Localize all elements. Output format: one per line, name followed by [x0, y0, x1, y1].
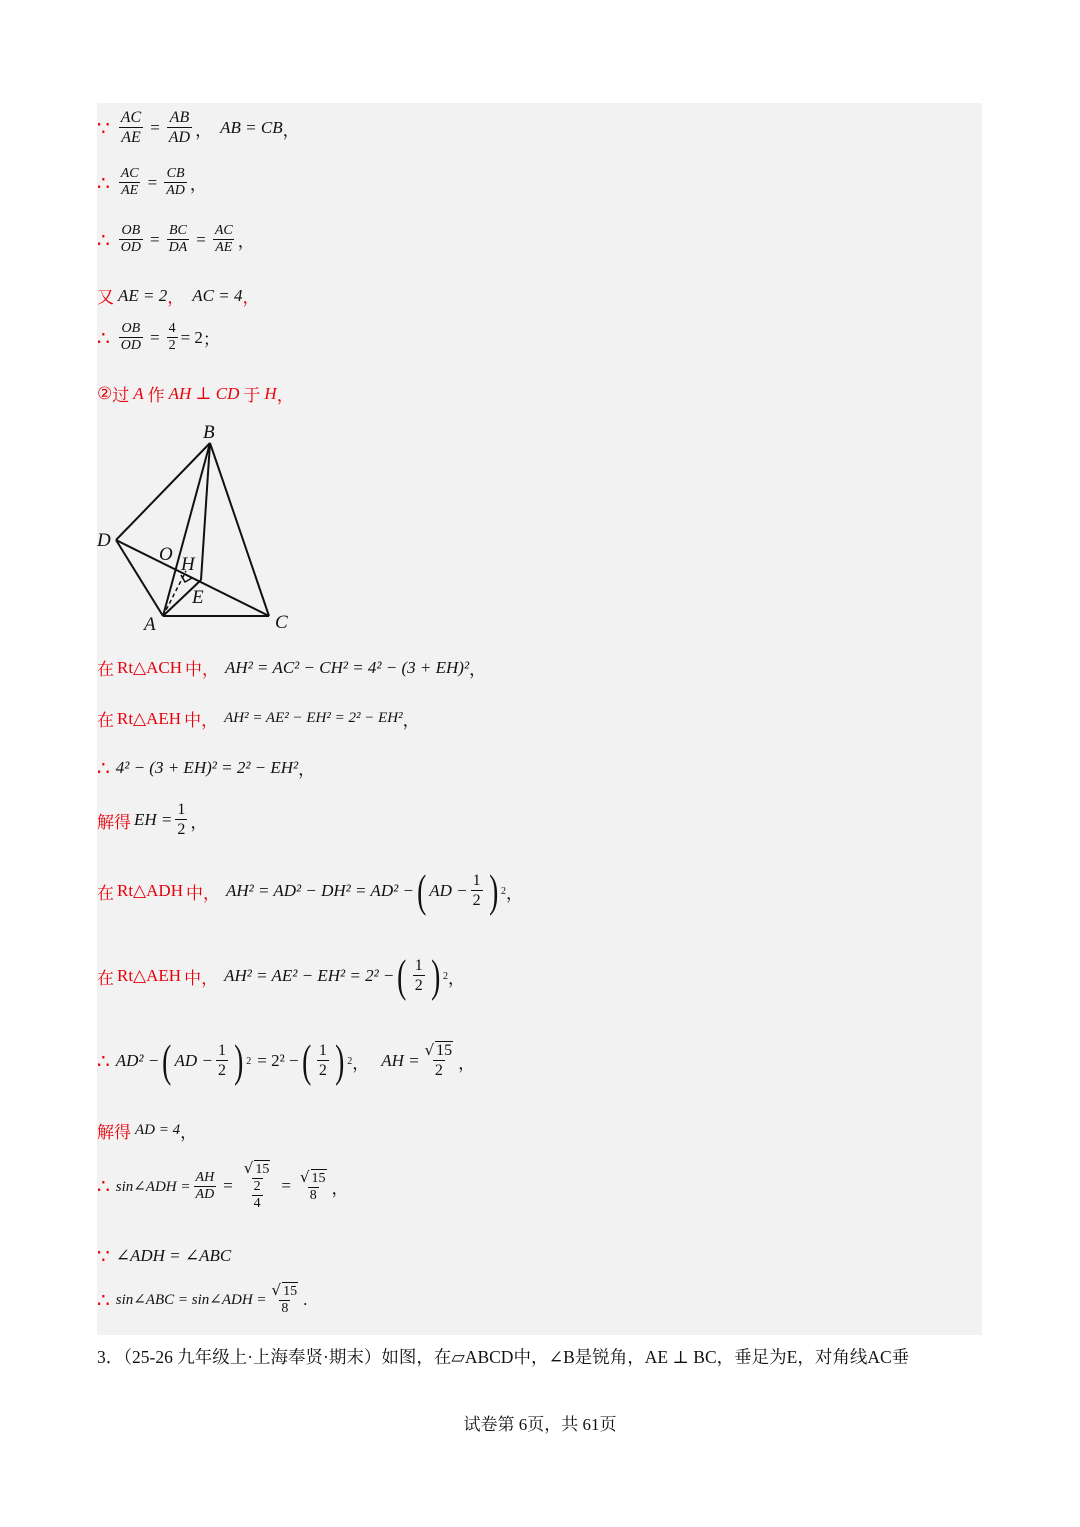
solution-line-17: ∴ sin∠ABC = sin∠ADH = $\frac{√ 15}{8}$ .	[97, 1281, 308, 1316]
equation: 4² − (3 + EH)² = 2² − EH²	[115, 757, 299, 777]
fraction: $\frac{AC}{AE}$	[120, 109, 142, 146]
fraction: $\frac{CB}{AD}$	[166, 166, 185, 198]
question-source: （25-26 九年级上·上海奉贤·期末）	[123, 1347, 382, 1367]
solution-line-7: 在 Rt△ACH 中， AH² = AC² − CH² = 4² − (3 + EH)² ，	[97, 657, 487, 679]
equation: AH² = AC² − CH² = 4² − (3 + EH)²	[225, 657, 470, 677]
label-o: O	[159, 544, 173, 565]
therefore-symbol: ∴	[97, 755, 110, 780]
fraction: $\frac{AH}{AD}$	[195, 1169, 215, 1202]
solution-line-13: ∴ AD² − ( AD − $\frac{1}{2}$ ) 2 = 2² − ( $\frac{1}{2}$ ) 2 ， AH = $\frac{√ 15}{2}$ ，	[97, 1035, 476, 1086]
solution-block	[97, 103, 982, 1335]
solution-line-1: ∵ $\frac{AC}{AE}$ = $\frac{AB}{AD}$ ， AB = CB ，	[97, 109, 300, 146]
therefore-symbol: ∴	[97, 1174, 110, 1198]
because-symbol: ∵	[97, 116, 110, 140]
equation: AB = CB	[220, 118, 283, 137]
fraction: $\frac{1}{2}$	[414, 957, 423, 994]
page-footer: 试卷第 6页，共 61页	[463, 1415, 617, 1434]
therefore-symbol: ∴	[97, 1287, 110, 1312]
fraction: $\frac{OB}{OD}$	[120, 223, 141, 255]
label-d: D	[97, 530, 111, 551]
solution-line-16	[97, 1244, 231, 1268]
fraction: $\frac{√ 15}{8}$	[299, 1167, 326, 1203]
geometry-figure	[97, 418, 337, 638]
nested-fraction: $\frac{\frac{√ 15}{2}}{4}$	[243, 1159, 270, 1211]
label-b: B	[203, 422, 215, 443]
label-c: C	[275, 612, 288, 633]
solution-line-4: 又 AE = 2 ， AC = 4 ，	[97, 285, 260, 307]
solution-line-6: ② 过 A 作 AH ⊥ CD 于 H ，	[97, 383, 294, 405]
fraction: $\frac{1}{2}$	[177, 801, 186, 838]
fraction: $\frac{√ 15}{8}$	[271, 1281, 298, 1316]
fraction: $\frac{√ 15}{2}$	[424, 1041, 453, 1079]
fraction: $\frac{OB}{OD}$	[120, 321, 141, 353]
equation: ∠ADH = ∠ABC	[115, 1246, 232, 1265]
fraction: $\frac{1}{2}$	[318, 1042, 327, 1079]
label-h: H	[181, 554, 195, 575]
fraction: $\frac{AB}{AD}$	[168, 109, 191, 146]
label-e: E	[192, 587, 204, 608]
question-number: 3．	[97, 1347, 124, 1367]
therefore-symbol: ∴	[97, 325, 110, 350]
solution-line-8: 在 Rt△AEH 中， AH² = AE² − EH² = 2² − EH² ，	[97, 708, 420, 730]
solution-line-3: ∴ $\frac{OB}{OD}$ = $\frac{BC}{DA}$ = $\frac{AC}{AE}$ ，	[97, 223, 255, 255]
solution-line-14: 解得 AD = 4 ，	[97, 1122, 198, 1142]
label-a: A	[144, 614, 156, 635]
equation: AH² = AE² − EH² = 2² − EH²	[224, 710, 403, 726]
edge-be	[201, 443, 210, 580]
solution-line-11: 在 Rt△ADH 中， AH² = AD² − DH² = AD² − ( AD − $\frac{1}{2}$ ) 2 ，	[97, 865, 523, 916]
because-symbol: ∵	[97, 1244, 110, 1268]
fraction: $\frac{1}{2}$	[472, 872, 481, 909]
solution-line-5: ∴ $\frac{OB}{OD}$ = $\frac{4}{2}$ = 2 ；	[97, 321, 220, 353]
fraction: $\frac{AC}{AE}$	[120, 166, 139, 198]
fraction: $\frac{4}{2}$	[168, 321, 176, 353]
therefore-symbol: ∴	[97, 1049, 110, 1073]
fraction: $\frac{BC}{DA}$	[168, 223, 188, 255]
fraction: $\frac{1}{2}$	[217, 1042, 226, 1079]
solution-line-9: ∴ 4² − (3 + EH)² = 2² − EH² ，	[97, 755, 316, 780]
question-text: 如图，在▱ABCD中，∠B是锐角，AE ⊥ BC，垂足为E，对角线AC垂	[381, 1347, 910, 1367]
therefore-symbol: ∴	[97, 227, 110, 252]
solution-line-10: 解得 EH = $\frac{1}{2}$ ，	[97, 801, 208, 838]
solution-line-2: ∴ $\frac{AC}{AE}$ = $\frac{CB}{AD}$ ，	[97, 166, 207, 198]
therefore-symbol: ∴	[97, 170, 110, 195]
solution-line-15: ∴ sin∠ADH = $\frac{AH}{AD}$ = $\frac{\frac{√ 15}{2}}{4}$ = $\frac{√ 15}{8}$ ，	[97, 1159, 349, 1211]
question-3	[97, 1344, 909, 1369]
fraction: $\frac{AC}{AE}$	[214, 223, 233, 255]
solution-line-12: 在 Rt△AEH 中， AH² = AE² − EH² = 2² − ( $\frac{1}{2}$ ) 2 ，	[97, 950, 466, 1001]
